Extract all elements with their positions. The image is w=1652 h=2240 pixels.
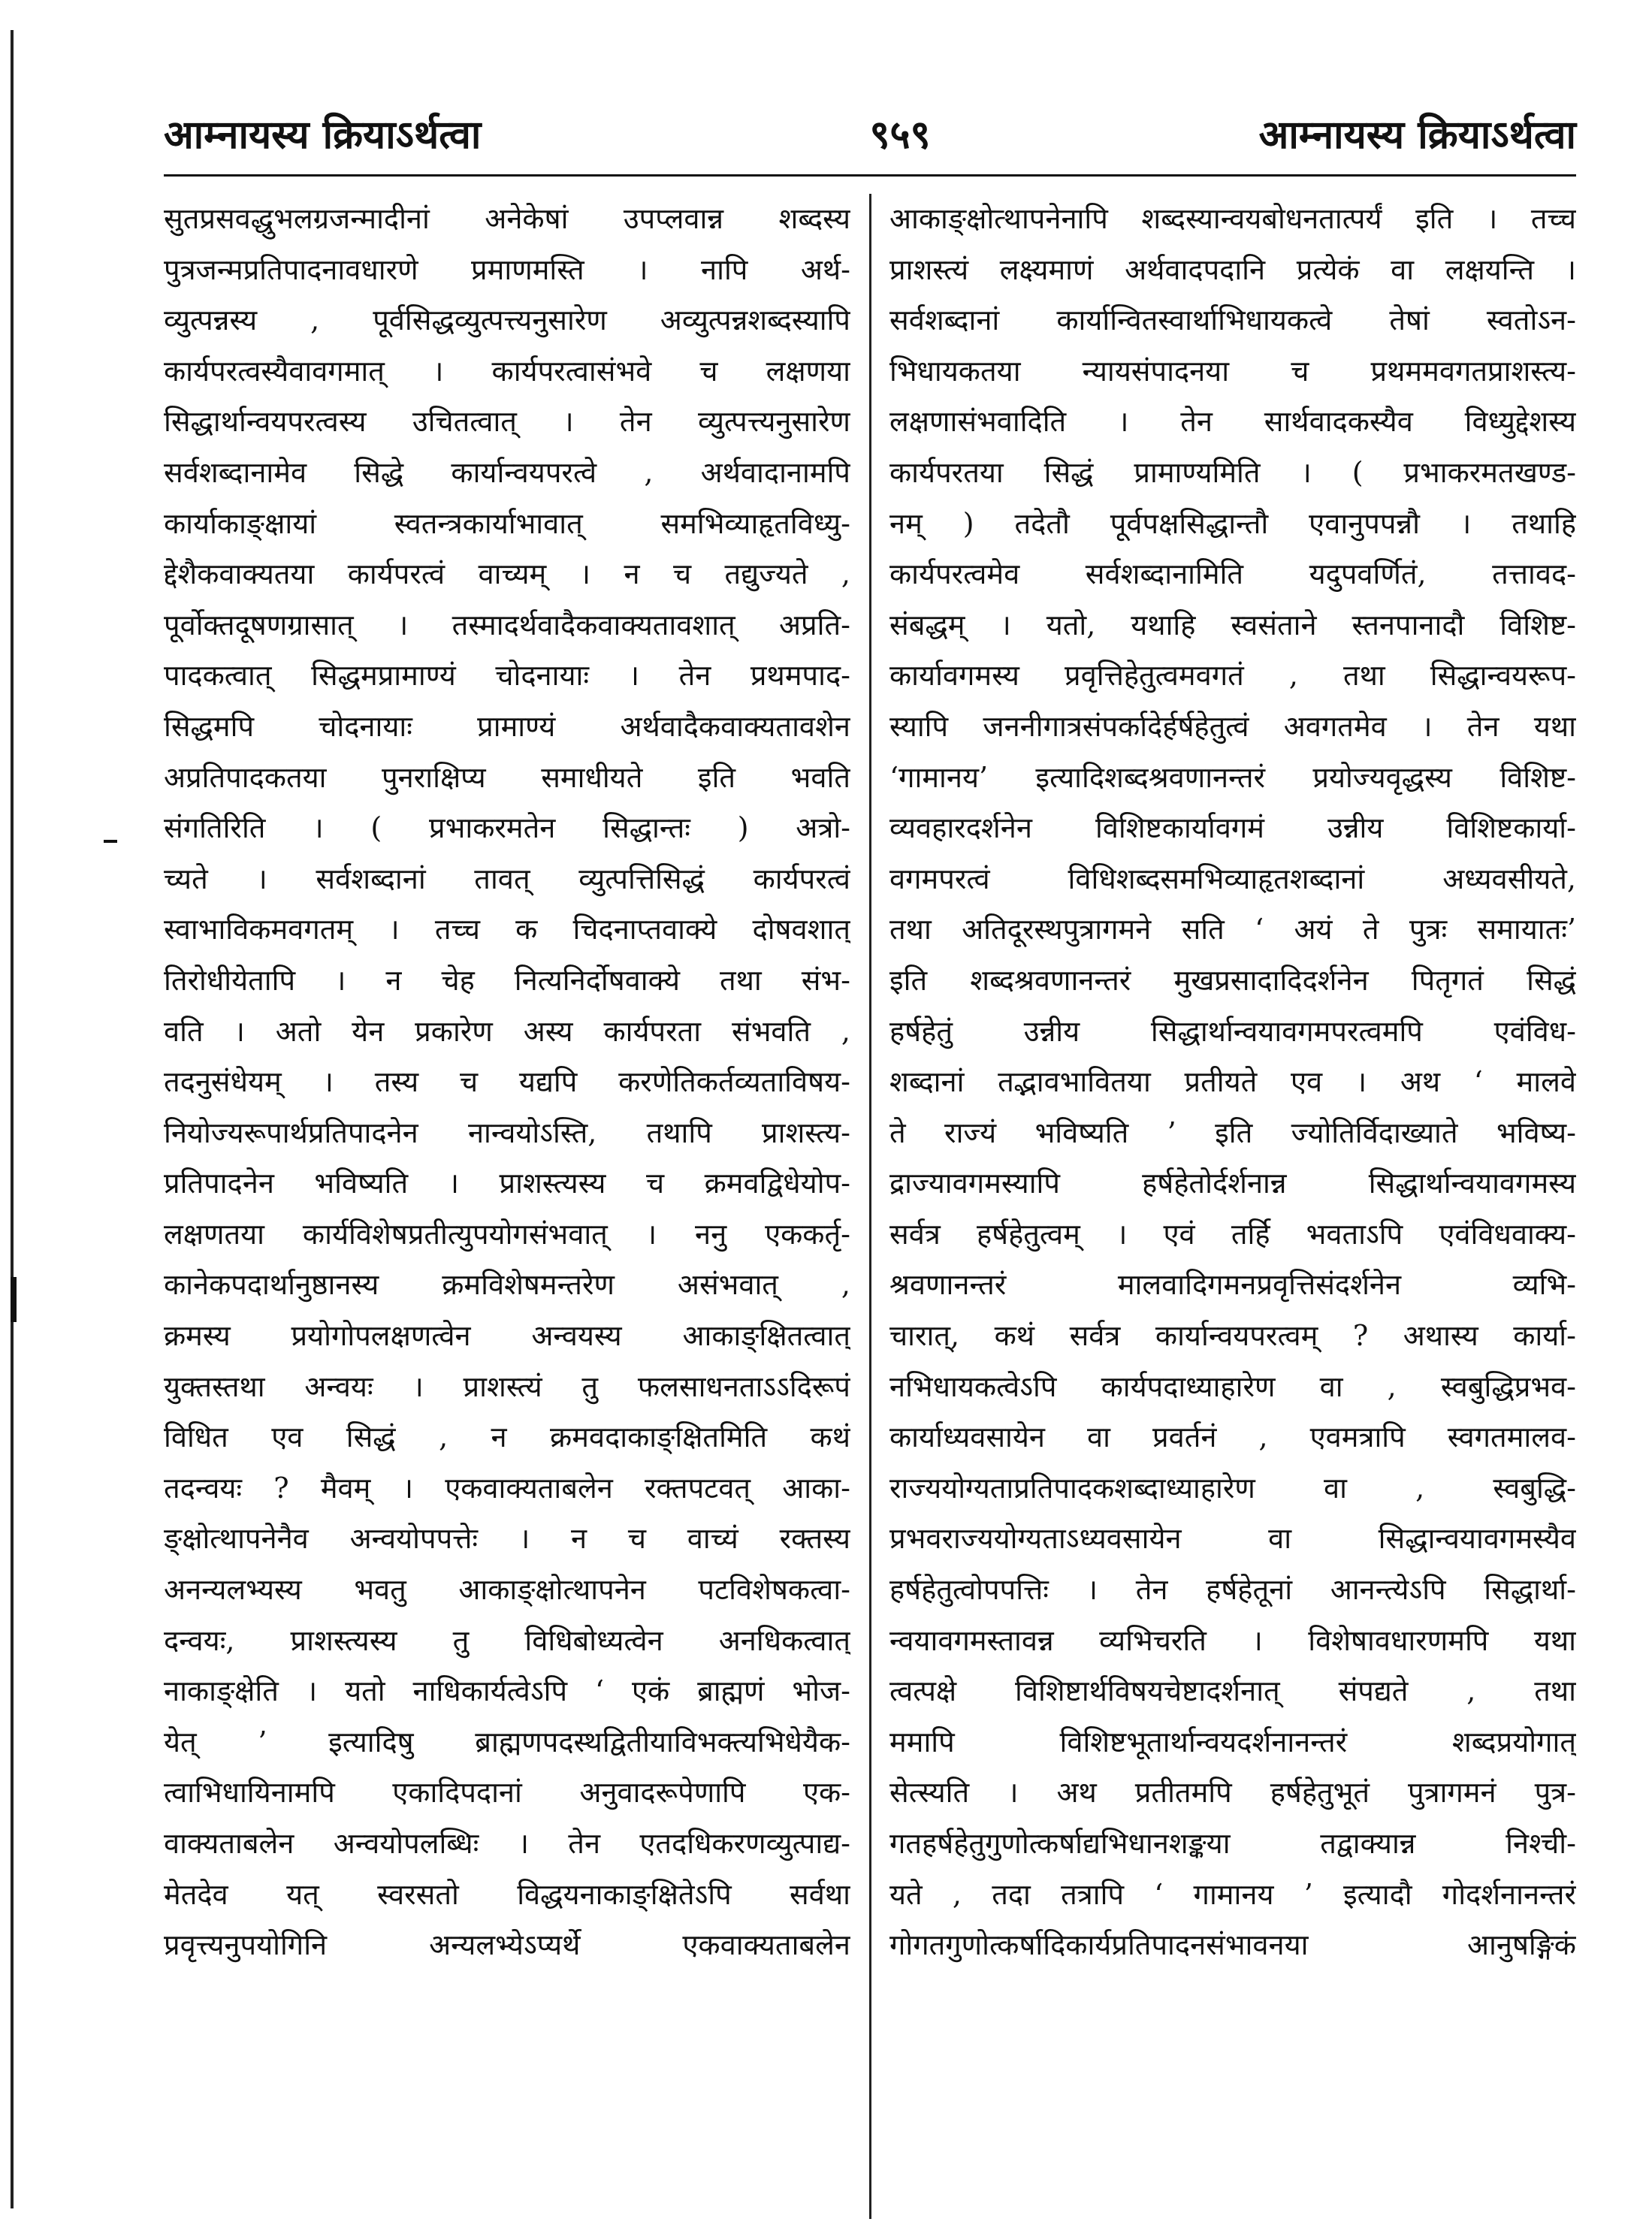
margin-dash	[104, 840, 117, 843]
text-line: शब्दानां तद्भावभावितया प्रतीयते एव । अथ ‘ मालवे	[889, 1065, 1576, 1099]
text-line: अप्रतिपादकतया पुनराक्षिप्य समाधीयते इति भवति	[164, 760, 850, 794]
text-line: आकाङ्क्षोत्थापनेनापि शब्दस्यान्वयबोधनतात्पर्यं इति । तच्च	[889, 202, 1576, 235]
text-line: संबद्धम् । यतो, यथाहि स्वसंताने स्तनपानादौ विशिष्ट-	[889, 608, 1576, 642]
text-line: प्रभवराज्ययोग्यताऽध्यवसायेन वा सिद्धान्वयावगमस्यैव	[889, 1522, 1576, 1556]
text-line: सर्वत्र हर्षहेतुत्वम् । एवं तर्हि भवताऽपि एवंविधवाक्य-	[889, 1217, 1576, 1251]
text-line: सिद्धमपि चोदनायाः प्रामाण्यं अर्थवादैकवाक्यतावशेन	[164, 709, 850, 743]
text-line: हर्षहेतुं उन्नीय सिद्धार्थान्वयावगमपरत्वमपि एवंविध-	[889, 1014, 1576, 1048]
text-line: मेतदेव यत् स्वरसतो विद्धयनाकाङ्क्षितेऽपि सर्वथा	[164, 1877, 850, 1911]
text-line: न्वयावगमस्तावन्न व्यभिचरति । विशेषावधारणमपि यथा	[889, 1623, 1576, 1657]
text-line: पूर्वोक्तदूषणग्रासात् । तस्मादर्थवादैकवाक्यतावशात् अप्रति-	[164, 608, 850, 642]
text-line: कार्यपरत्वमेव सर्वशब्दानामिति यदुपवर्णितं, तत्तावद-	[889, 557, 1576, 591]
text-line: युक्तस्तथा अन्वयः । प्राशस्त्यं तु फलसाधनताऽऽदिरूपं	[164, 1369, 850, 1403]
right-column	[889, 194, 1576, 1971]
text-line: सुतप्रसवद्धुभलग्रजन्मादीनां अनेकेषां उपप्लवान्न शब्दस्य	[164, 202, 850, 235]
text-line: ‘गामानय’ इत्यादिशब्दश्रवणानन्तरं प्रयोज्यवृद्धस्य विशिष्ट-	[889, 760, 1576, 794]
text-line: गोगतगुणोत्कर्षादिकार्यप्रतिपादनसंभावनया आनुषङ्गिकं	[889, 1928, 1576, 1962]
text-line: कार्यावगमस्य प्रवृत्तिहेतुत्वमवगतं , तथा सिद्धान्वयरूप-	[889, 659, 1576, 693]
text-line: कार्याध्यवसायेन वा प्रवर्तनं , एवमत्रापि स्वगतमालव-	[889, 1420, 1576, 1454]
text-line: तदनुसंधेयम् । तस्य च यद्यपि करणेतिकर्तव्यताविषय-	[164, 1065, 850, 1099]
running-header	[164, 105, 1576, 165]
binding-edge-line	[11, 30, 14, 2208]
text-line: नियोज्यरूपार्थप्रतिपादनेन नान्वयोऽस्ति, तथापि प्राशस्त्य-	[164, 1115, 850, 1149]
text-line: कार्यपरतया सिद्धं प्रामाण्यमिति । ( प्रभाकरमतखण्ड-	[889, 455, 1576, 489]
text-line: भिधायकतया न्यायसंपादनया च प्रथममवगतप्राशस्त्य-	[889, 354, 1576, 388]
text-line: तथा अतिदूरस्थपुत्रागमने सति ‘ अयं ते पुत्रः समायातः’	[889, 913, 1576, 946]
text-line: हर्षहेतुत्वोपपत्तिः । तेन हर्षहेतूनां आनन्त्येऽपि सिद्धार्था-	[889, 1573, 1576, 1607]
text-line: विधित एव सिद्धं , न क्रमवदाकाङ्क्षितमिति कथं	[164, 1420, 850, 1454]
text-line: प्रतिपादनेन भविष्यति । प्राशस्त्यस्य च क्रमवद्विधेयोप-	[164, 1167, 850, 1200]
text-line: येत् ’ इत्यादिषु ब्राह्मणपदस्थद्वितीयाविभक्त्यभिधेयैक-	[164, 1725, 850, 1758]
text-line: ममापि विशिष्टभूतार्थान्वयदर्शनानन्तरं शब्दप्रयोगात्	[889, 1725, 1576, 1758]
text-line: कानेकपदार्थानुष्ठानस्य क्रमविशेषमन्तरेण असंभवात् ,	[164, 1268, 850, 1302]
text-line: वति । अतो येन प्रकारेण अस्य कार्यपरता संभवति ,	[164, 1014, 850, 1048]
text-line: व्यवहारदर्शनेन विशिष्टकार्यावगमं उन्नीय विशिष्टकार्या-	[889, 811, 1576, 845]
text-line: श्रवणानन्तरं मालवादिगमनप्रवृत्तिसंदर्शनेन व्यभि-	[889, 1268, 1576, 1302]
text-line: च्यते । सर्वशब्दानां तावत् व्युत्पत्तिसिद्धं कार्यपरत्वं	[164, 862, 850, 895]
text-line: लक्षणतया कार्यविशेषप्रतीत्युपयोगसंभवात् । ननु एककर्तृ-	[164, 1217, 850, 1251]
text-line: प्रवृत्त्यनुपयोगिनि अन्यलभ्येऽप्यर्थे एकवाक्यताबलेन	[164, 1928, 850, 1962]
text-line: तिरोधीयेतापि । न चेह नित्यनिर्दोषवाक्ये तथा संभ-	[164, 963, 850, 997]
header-right-title: आम्नायस्य क्रियाऽर्थत्वा	[1258, 112, 1576, 158]
text-line: द्राज्यावगमस्यापि हर्षहेतोर्दर्शनान्न सिद्धार्थान्वयावगमस्य	[889, 1167, 1576, 1200]
text-line: नाकाङ्क्षेति । यतो नाधिकार्यत्वेऽपि ‘ एकं ब्राह्मणं भोज-	[164, 1674, 850, 1708]
text-line: वगमपरत्वं विधिशब्दसमभिव्याहृतशब्दानां अध्यवसीयते,	[889, 862, 1576, 895]
left-column	[164, 194, 850, 1971]
text-line: सेत्स्यति । अथ प्रतीतमपि हर्षहेतुभूतं पुत्रागमनं पुत्र-	[889, 1776, 1576, 1810]
text-line: वाक्यताबलेन अन्वयोपलब्धिः । तेन एतदधिकरणव्युत्पाद्य-	[164, 1827, 850, 1860]
text-line: लक्षणासंभवादिति । तेन सार्थवादकस्यैव विध्युद्देशस्य	[889, 405, 1576, 439]
text-line: इति शब्दश्रवणानन्तरं मुखप्रसादादिदर्शनेन पितृगतं सिद्धं	[889, 963, 1576, 997]
text-line: यते , तदा तत्रापि ‘ गामानय ’ इत्यादौ गोदर्शनानन्तरं	[889, 1877, 1576, 1911]
text-line: सिद्धार्थान्वयपरत्वस्य उचितत्वात् । तेन व्युत्पत्त्यनुसारेण	[164, 405, 850, 439]
text-line: स्वाभाविकमवगतम् । तच्च क चिदनाप्तवाक्ये दोषवशात्	[164, 913, 850, 946]
text-line: नभिधायकत्वेऽपि कार्यपदाध्याहारेण वा , स्वबुद्धिप्रभव-	[889, 1369, 1576, 1403]
text-line: स्यापि जननीगात्रसंपर्कादेर्हर्षहेतुत्वं अवगतमेव । तेन यथा	[889, 709, 1576, 743]
text-line: तदन्वयः ? मैवम् । एकवाक्यताबलेन रक्तपटवत् आका-	[164, 1471, 850, 1505]
text-line: ङ्क्षोत्थापनेनैव अन्वयोपपत्तेः । न च वाच्यं रक्तस्य	[164, 1522, 850, 1556]
text-line: प्राशस्त्यं लक्ष्यमाणं अर्थवादपदानि प्रत्येकं वा लक्षयन्ति ।	[889, 252, 1576, 286]
header-rule	[164, 174, 1576, 177]
text-line: पुत्रजन्मप्रतिपादनावधारणे प्रमाणमस्ति । नापि अर्थ-	[164, 252, 850, 286]
text-line: संगतिरिति । ( प्रभाकरमतेन सिद्धान्तः ) अत्रो-	[164, 811, 850, 845]
margin-mark	[11, 1277, 17, 1322]
text-line: कार्यपरत्वस्यैवावगमात् । कार्यपरत्वासंभवे च लक्षणया	[164, 354, 850, 388]
text-line: नम् ) तदेतौ पूर्वपक्षसिद्धान्तौ एवानुपपन्नौ । तथाहि	[889, 506, 1576, 540]
text-line: चारात्, कथं सर्वत्र कार्यान्वयपरत्वम् ? अथास्य कार्या-	[889, 1319, 1576, 1353]
text-line: गतहर्षहेतुगुणोत्कर्षाद्यभिधानशङ्कया तद्वाक्यान्न निश्ची-	[889, 1827, 1576, 1860]
text-line: सर्वशब्दानां कार्यान्वितस्वार्थाभिधायकत्वे तेषां स्वतोऽन-	[889, 303, 1576, 337]
text-line: व्युत्पन्नस्य , पूर्वसिद्धव्युत्पत्त्यनुसारेण अव्युत्पन्नशब्दस्यापि	[164, 303, 850, 337]
text-line: त्वाभिधायिनामपि एकादिपदानां अनुवादरूपेणापि एक-	[164, 1776, 850, 1810]
text-line: अनन्यलभ्यस्य भवतु आकाङ्क्षोत्थापनेन पटविशेषकत्वा-	[164, 1573, 850, 1607]
text-line: क्रमस्य प्रयोगोपलक्षणत्वेन अन्वयस्य आकाङ्क्षितत्वात्	[164, 1319, 850, 1353]
column-divider	[869, 194, 871, 2219]
text-line: द्देशैकवाक्यतया कार्यपरत्वं वाच्यम् । न च तद्युज्यते ,	[164, 557, 850, 591]
header-left-title: आम्नायस्य क्रियाऽर्थत्वा	[164, 112, 482, 158]
text-line: कार्याकाङ्क्षायां स्वतन्त्रकार्याभावात् समभिव्याहृतविध्यु-	[164, 506, 850, 540]
text-line: ते राज्यं भविष्यति ’ इति ज्योतिर्विदाख्याते भविष्य-	[889, 1115, 1576, 1149]
text-line: त्वत्पक्षे विशिष्टार्थविषयचेष्टादर्शनात् संपद्यते , तथा	[889, 1674, 1576, 1708]
text-line: पादकत्वात् सिद्धमप्रामाण्यं चोदनायाः । तेन प्रथमपाद-	[164, 659, 850, 693]
page-number: ९५९	[869, 112, 931, 158]
text-line: राज्ययोग्यताप्रतिपादकशब्दाध्याहारेण वा , स्वबुद्धि-	[889, 1471, 1576, 1505]
text-line: सर्वशब्दानामेव सिद्धे कार्यान्वयपरत्वे , अर्थवादानामपि	[164, 455, 850, 489]
text-line: दन्वयः, प्राशस्त्यस्य तु विधिबोध्यत्वेन अनधिकत्वात्	[164, 1623, 850, 1657]
